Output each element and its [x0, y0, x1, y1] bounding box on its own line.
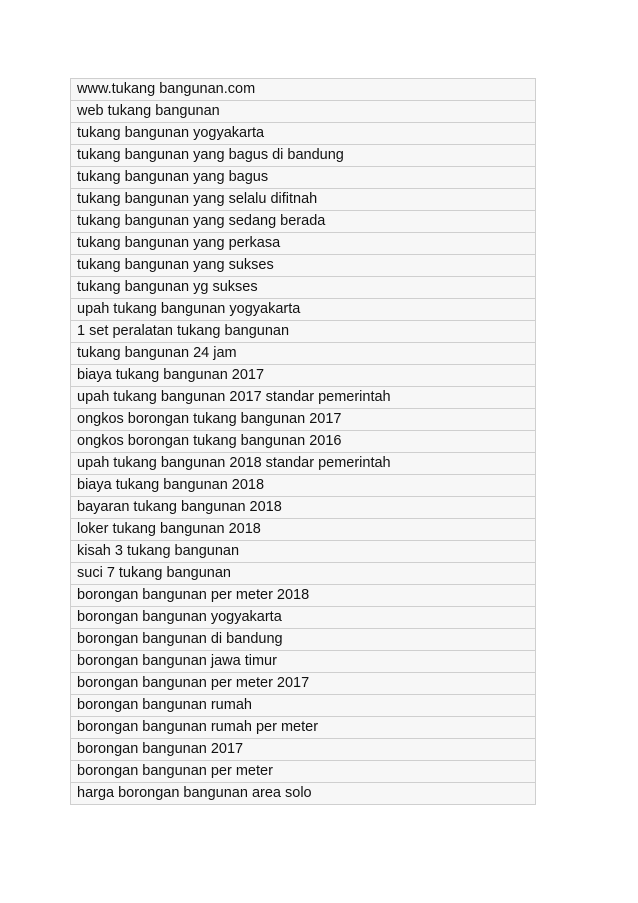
- table-row: [71, 299, 536, 321]
- table-row: [71, 387, 536, 409]
- table-row: [71, 145, 536, 167]
- table-cell: borongan bangunan 2017: [71, 739, 536, 761]
- table-row: [71, 211, 536, 233]
- table-cell: biaya tukang bangunan 2017: [71, 365, 536, 387]
- table-row: [71, 519, 536, 541]
- table-cell: upah tukang bangunan 2018 standar pemerintah: [71, 453, 536, 475]
- table-cell: 1 set peralatan tukang bangunan: [71, 321, 536, 343]
- table-cell: tukang bangunan yogyakarta: [71, 123, 536, 145]
- table-row: [71, 475, 536, 497]
- table-cell: kisah 3 tukang bangunan: [71, 541, 536, 563]
- table-cell: borongan bangunan di bandung: [71, 629, 536, 651]
- table-row: [71, 629, 536, 651]
- table-cell: borongan bangunan rumah: [71, 695, 536, 717]
- table-cell: borongan bangunan jawa timur: [71, 651, 536, 673]
- table-cell: loker tukang bangunan 2018: [71, 519, 536, 541]
- table-cell: borongan bangunan yogyakarta: [71, 607, 536, 629]
- table-cell: tukang bangunan yang selalu difitnah: [71, 189, 536, 211]
- table-row: [71, 321, 536, 343]
- table-row: [71, 717, 536, 739]
- table-cell: web tukang bangunan: [71, 101, 536, 123]
- table-row: [71, 563, 536, 585]
- table-cell: harga borongan bangunan area solo: [71, 783, 536, 805]
- table-cell: tukang bangunan yang sedang berada: [71, 211, 536, 233]
- table-cell: ongkos borongan tukang bangunan 2016: [71, 431, 536, 453]
- table-row: [71, 651, 536, 673]
- table-row: [71, 761, 536, 783]
- table-row: [71, 365, 536, 387]
- table-cell: biaya tukang bangunan 2018: [71, 475, 536, 497]
- table-cell: borongan bangunan per meter 2017: [71, 673, 536, 695]
- table-row: [71, 167, 536, 189]
- table-row: [71, 497, 536, 519]
- table-row: [71, 343, 536, 365]
- table-row: [71, 585, 536, 607]
- table-cell: tukang bangunan yang sukses: [71, 255, 536, 277]
- table-cell: upah tukang bangunan 2017 standar pemerintah: [71, 387, 536, 409]
- table-cell: borongan bangunan per meter 2018: [71, 585, 536, 607]
- table-cell: tukang bangunan 24 jam: [71, 343, 536, 365]
- table-row: [71, 431, 536, 453]
- table-cell: ongkos borongan tukang bangunan 2017: [71, 409, 536, 431]
- table-cell: tukang bangunan yang perkasa: [71, 233, 536, 255]
- table-cell: www.tukang bangunan.com: [71, 79, 536, 101]
- table-row: [71, 695, 536, 717]
- table-cell: tukang bangunan yang bagus: [71, 167, 536, 189]
- table-row: [71, 277, 536, 299]
- table-cell: bayaran tukang bangunan 2018: [71, 497, 536, 519]
- table-cell: suci 7 tukang bangunan: [71, 563, 536, 585]
- table-row: [71, 453, 536, 475]
- table-row: [71, 233, 536, 255]
- table-row: [71, 123, 536, 145]
- table-row: [71, 607, 536, 629]
- table-cell: tukang bangunan yg sukses: [71, 277, 536, 299]
- table-cell: borongan bangunan per meter: [71, 761, 536, 783]
- table-row: [71, 541, 536, 563]
- table-row: [71, 189, 536, 211]
- table-cell: tukang bangunan yang bagus di bandung: [71, 145, 536, 167]
- table-row: [71, 409, 536, 431]
- table-row: [71, 255, 536, 277]
- table-row: [71, 783, 536, 805]
- table-row: [71, 79, 536, 101]
- keyword-table: [70, 78, 536, 805]
- table-row: [71, 739, 536, 761]
- table-cell: borongan bangunan rumah per meter: [71, 717, 536, 739]
- table-cell: upah tukang bangunan yogyakarta: [71, 299, 536, 321]
- table-row: [71, 673, 536, 695]
- keyword-table-body: [71, 79, 536, 805]
- table-row: [71, 101, 536, 123]
